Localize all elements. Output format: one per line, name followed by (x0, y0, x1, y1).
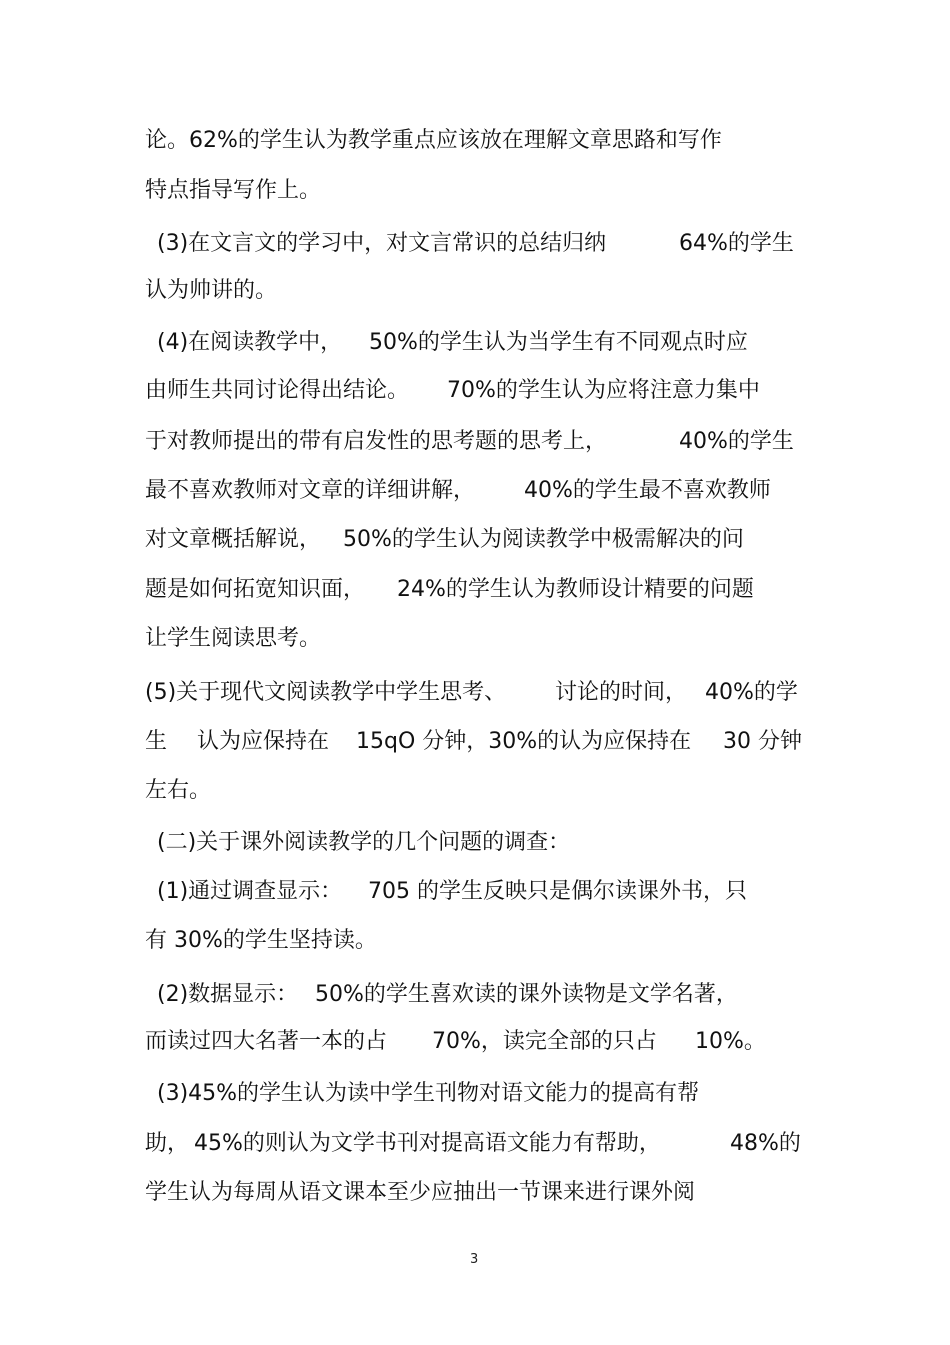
text-segment: 10%。 (695, 1029, 766, 1054)
text-segment: 生 (145, 729, 168, 754)
text-segment: (5)关于现代文阅读教学中学生思考、 (145, 680, 507, 705)
text-segment: 64%的学生 (679, 231, 794, 256)
text-segment: 于对教师提出的带有启发性的思考题的思考上， (145, 429, 608, 454)
page-number: 3 (470, 1252, 479, 1267)
text-segment: 705 的学生反映只是偶尔读课外书，只 (368, 879, 747, 904)
text-segment: 讨论的时间， (555, 680, 688, 705)
text-line (0, 171, 950, 211)
text-line (0, 722, 950, 762)
text-segment: 30 分钟 (723, 729, 802, 754)
text-line (0, 520, 950, 560)
text-segment: 认为应保持在 (197, 729, 330, 754)
text-segment: (1)通过调查显示： (157, 879, 343, 904)
text-segment: 论。62%的学生认为教学重点应该放在理解文章思路和写作 (145, 128, 722, 153)
text-segment: 对文章概括解说， (145, 527, 322, 552)
text-segment: 70%的学生认为应将注意力集中 (447, 378, 760, 403)
text-segment: (4)在阅读教学中， (157, 330, 343, 355)
text-segment: 40%的学生最不喜欢教师 (524, 478, 771, 503)
text-segment: 题是如何拓宽知识面， (145, 577, 366, 602)
text-segment: 而读过四大名著一本的占 (145, 1029, 388, 1054)
text-segment: 助， (145, 1131, 190, 1156)
text-segment: 48%的 (730, 1131, 801, 1156)
text-segment: (2)数据显示： (157, 982, 299, 1007)
text-segment: 45%的则认为文学书刊对提高语文能力有帮助， (194, 1131, 661, 1156)
text-line (0, 121, 950, 161)
text-segment: 有 30%的学生坚持读。 (145, 928, 377, 953)
text-line (0, 823, 950, 863)
text-segment: 40%的学 (705, 680, 798, 705)
text-segment: 70%，读完全部的只占 (432, 1029, 657, 1054)
text-segment: 50%的学生认为阅读教学中极需解决的问 (343, 527, 744, 552)
text-segment: (二)关于课外阅读教学的几个问题的调查： (157, 830, 571, 855)
text-line (0, 1074, 950, 1114)
text-line (0, 271, 950, 311)
text-line (0, 921, 950, 961)
text-line (0, 619, 950, 659)
text-line (0, 1124, 950, 1164)
text-line (0, 1173, 950, 1213)
text-line (0, 371, 950, 411)
text-segment: 左右。 (145, 778, 212, 803)
text-segment: 由师生共同讨论得出结论。 (145, 378, 410, 403)
text-line (0, 673, 950, 713)
text-line (0, 422, 950, 462)
text-line (0, 224, 950, 264)
text-segment: 学生认为每周从语文课本至少应抽出一节课来进行课外阅 (145, 1180, 696, 1205)
text-line (0, 1022, 950, 1062)
text-segment: 特点指导写作上。 (145, 178, 322, 203)
text-segment: (3)在文言文的学习中，对文言常识的总结归纳 (157, 231, 607, 256)
text-segment: (3)45%的学生认为读中学生刊物对语文能力的提高有帮 (157, 1081, 700, 1106)
text-segment: 认为帅讲的。 (145, 278, 278, 303)
text-segment: 50%的学生喜欢读的课外读物是文学名著， (315, 982, 738, 1007)
text-segment: 50%的学生认为当学生有不同观点时应 (369, 330, 748, 355)
text-line (0, 975, 950, 1015)
text-segment: 40%的学生 (679, 429, 794, 454)
text-segment: 15qO 分钟，30%的认为应保持在 (356, 729, 692, 754)
text-segment: 让学生阅读思考。 (145, 626, 322, 651)
text-line (0, 323, 950, 363)
text-line (0, 771, 950, 811)
text-line (0, 872, 950, 912)
text-segment: 最不喜欢教师对文章的详细讲解， (145, 478, 476, 503)
text-line (0, 471, 950, 511)
text-segment: 24%的学生认为教师设计精要的问题 (397, 577, 754, 602)
text-line (0, 570, 950, 610)
